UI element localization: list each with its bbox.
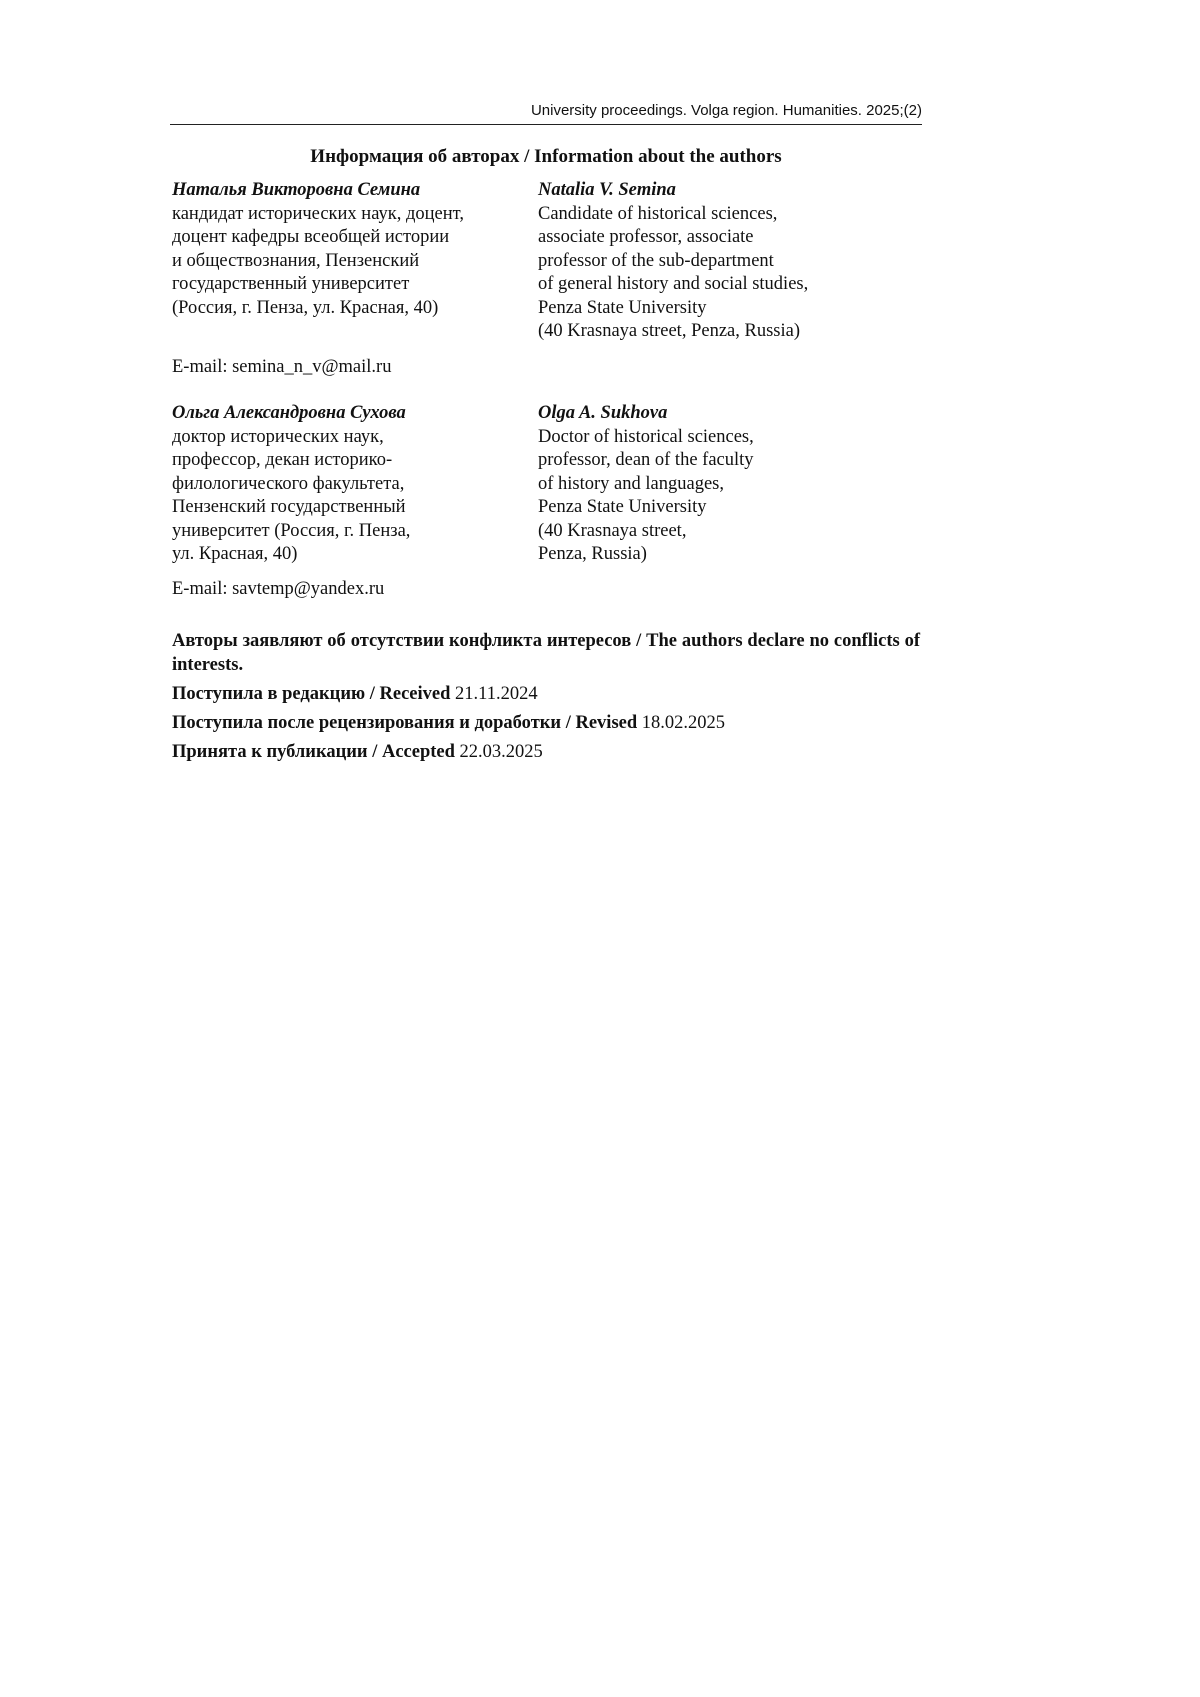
author-1-en — [538, 179, 808, 344]
author-2-en — [538, 402, 754, 567]
author-1-ru-line: доцент кафедры всеобщей истории — [172, 227, 450, 247]
revised-label: Поступила после рецензирования и доработки / Revised — [172, 713, 638, 733]
author-1-ru-line: кандидат исторических наук, доцент, — [172, 203, 464, 224]
author-2-ru-name: Ольга Александровна Сухова — [172, 403, 406, 423]
author-2-email: E-mail: savtemp@yandex.ru — [172, 579, 385, 599]
author-1-ru-name: Наталья Викторовна Семина — [172, 180, 421, 200]
author-2-ru-line: филологического факультета, — [172, 473, 405, 494]
conflict-statement: Авторы заявляют об отсутствии конфликта интересов / The authors declare no conflicts of interests. — [172, 631, 920, 675]
received-label: Поступила в редакцию / Received — [172, 684, 451, 704]
author-1-en-line: of general history and social studies, — [538, 274, 809, 294]
author-2-ru-line: доктор исторических наук, — [172, 426, 384, 447]
author-2-ru-line: Пензенский государственный — [172, 497, 406, 517]
author-2-ru-line: университет (Россия, г. Пенза, — [172, 520, 411, 541]
author-1-en-line: (40 Krasnaya street, Penza, Russia) — [538, 321, 800, 341]
received-date — [172, 683, 538, 707]
author-2-ru — [172, 402, 410, 567]
author-2-ru-line: ул. Красная, 40) — [172, 544, 298, 564]
author-2-en-line: Doctor of historical sciences, — [538, 426, 754, 447]
author-2-en-line: Penza, Russia) — [538, 544, 647, 564]
author-1-ru-line: и обществознания, Пензенский — [172, 250, 420, 271]
author-2-en-name: Olga A. Sukhova — [538, 403, 668, 423]
author-2-en-line: Penza State University — [538, 497, 707, 517]
author-1-ru-line: государственный университет — [172, 274, 410, 294]
author-1-ru-line: (Россия, г. Пенза, ул. Красная, 40) — [172, 297, 439, 318]
author-2-en-line: professor, dean of the faculty — [538, 450, 754, 470]
author-2-en-line: of history and languages, — [538, 473, 724, 494]
revised-value: 18.02.2025 — [641, 713, 726, 733]
author-1-en-name: Natalia V. Semina — [538, 180, 676, 200]
author-2-en-line: (40 Krasnaya street, — [538, 520, 687, 541]
author-1-en-line: associate professor, associate — [538, 227, 754, 247]
received-value: 21.11.2024 — [455, 684, 538, 704]
author-1-en-line: Candidate of historical sciences, — [538, 203, 778, 224]
author-1-email: E-mail: semina_n_v@mail.ru — [172, 357, 392, 377]
author-1-en-line: professor of the sub-department — [538, 250, 774, 271]
author-1-en-line: Penza State University — [538, 297, 707, 318]
accepted-value: 22.03.2025 — [459, 742, 543, 762]
author-1-ru — [172, 179, 464, 320]
accepted-label: Принята к публикации / Accepted — [172, 742, 455, 762]
accepted-date — [172, 741, 543, 765]
revised-date — [172, 712, 725, 736]
section-title: Информация об авторах / Information about the authors — [310, 146, 782, 167]
author-2-ru-line: профессор, декан историко- — [172, 450, 393, 470]
running-header: University proceedings. Volga region. Humanities. 2025;(2) — [170, 100, 922, 125]
